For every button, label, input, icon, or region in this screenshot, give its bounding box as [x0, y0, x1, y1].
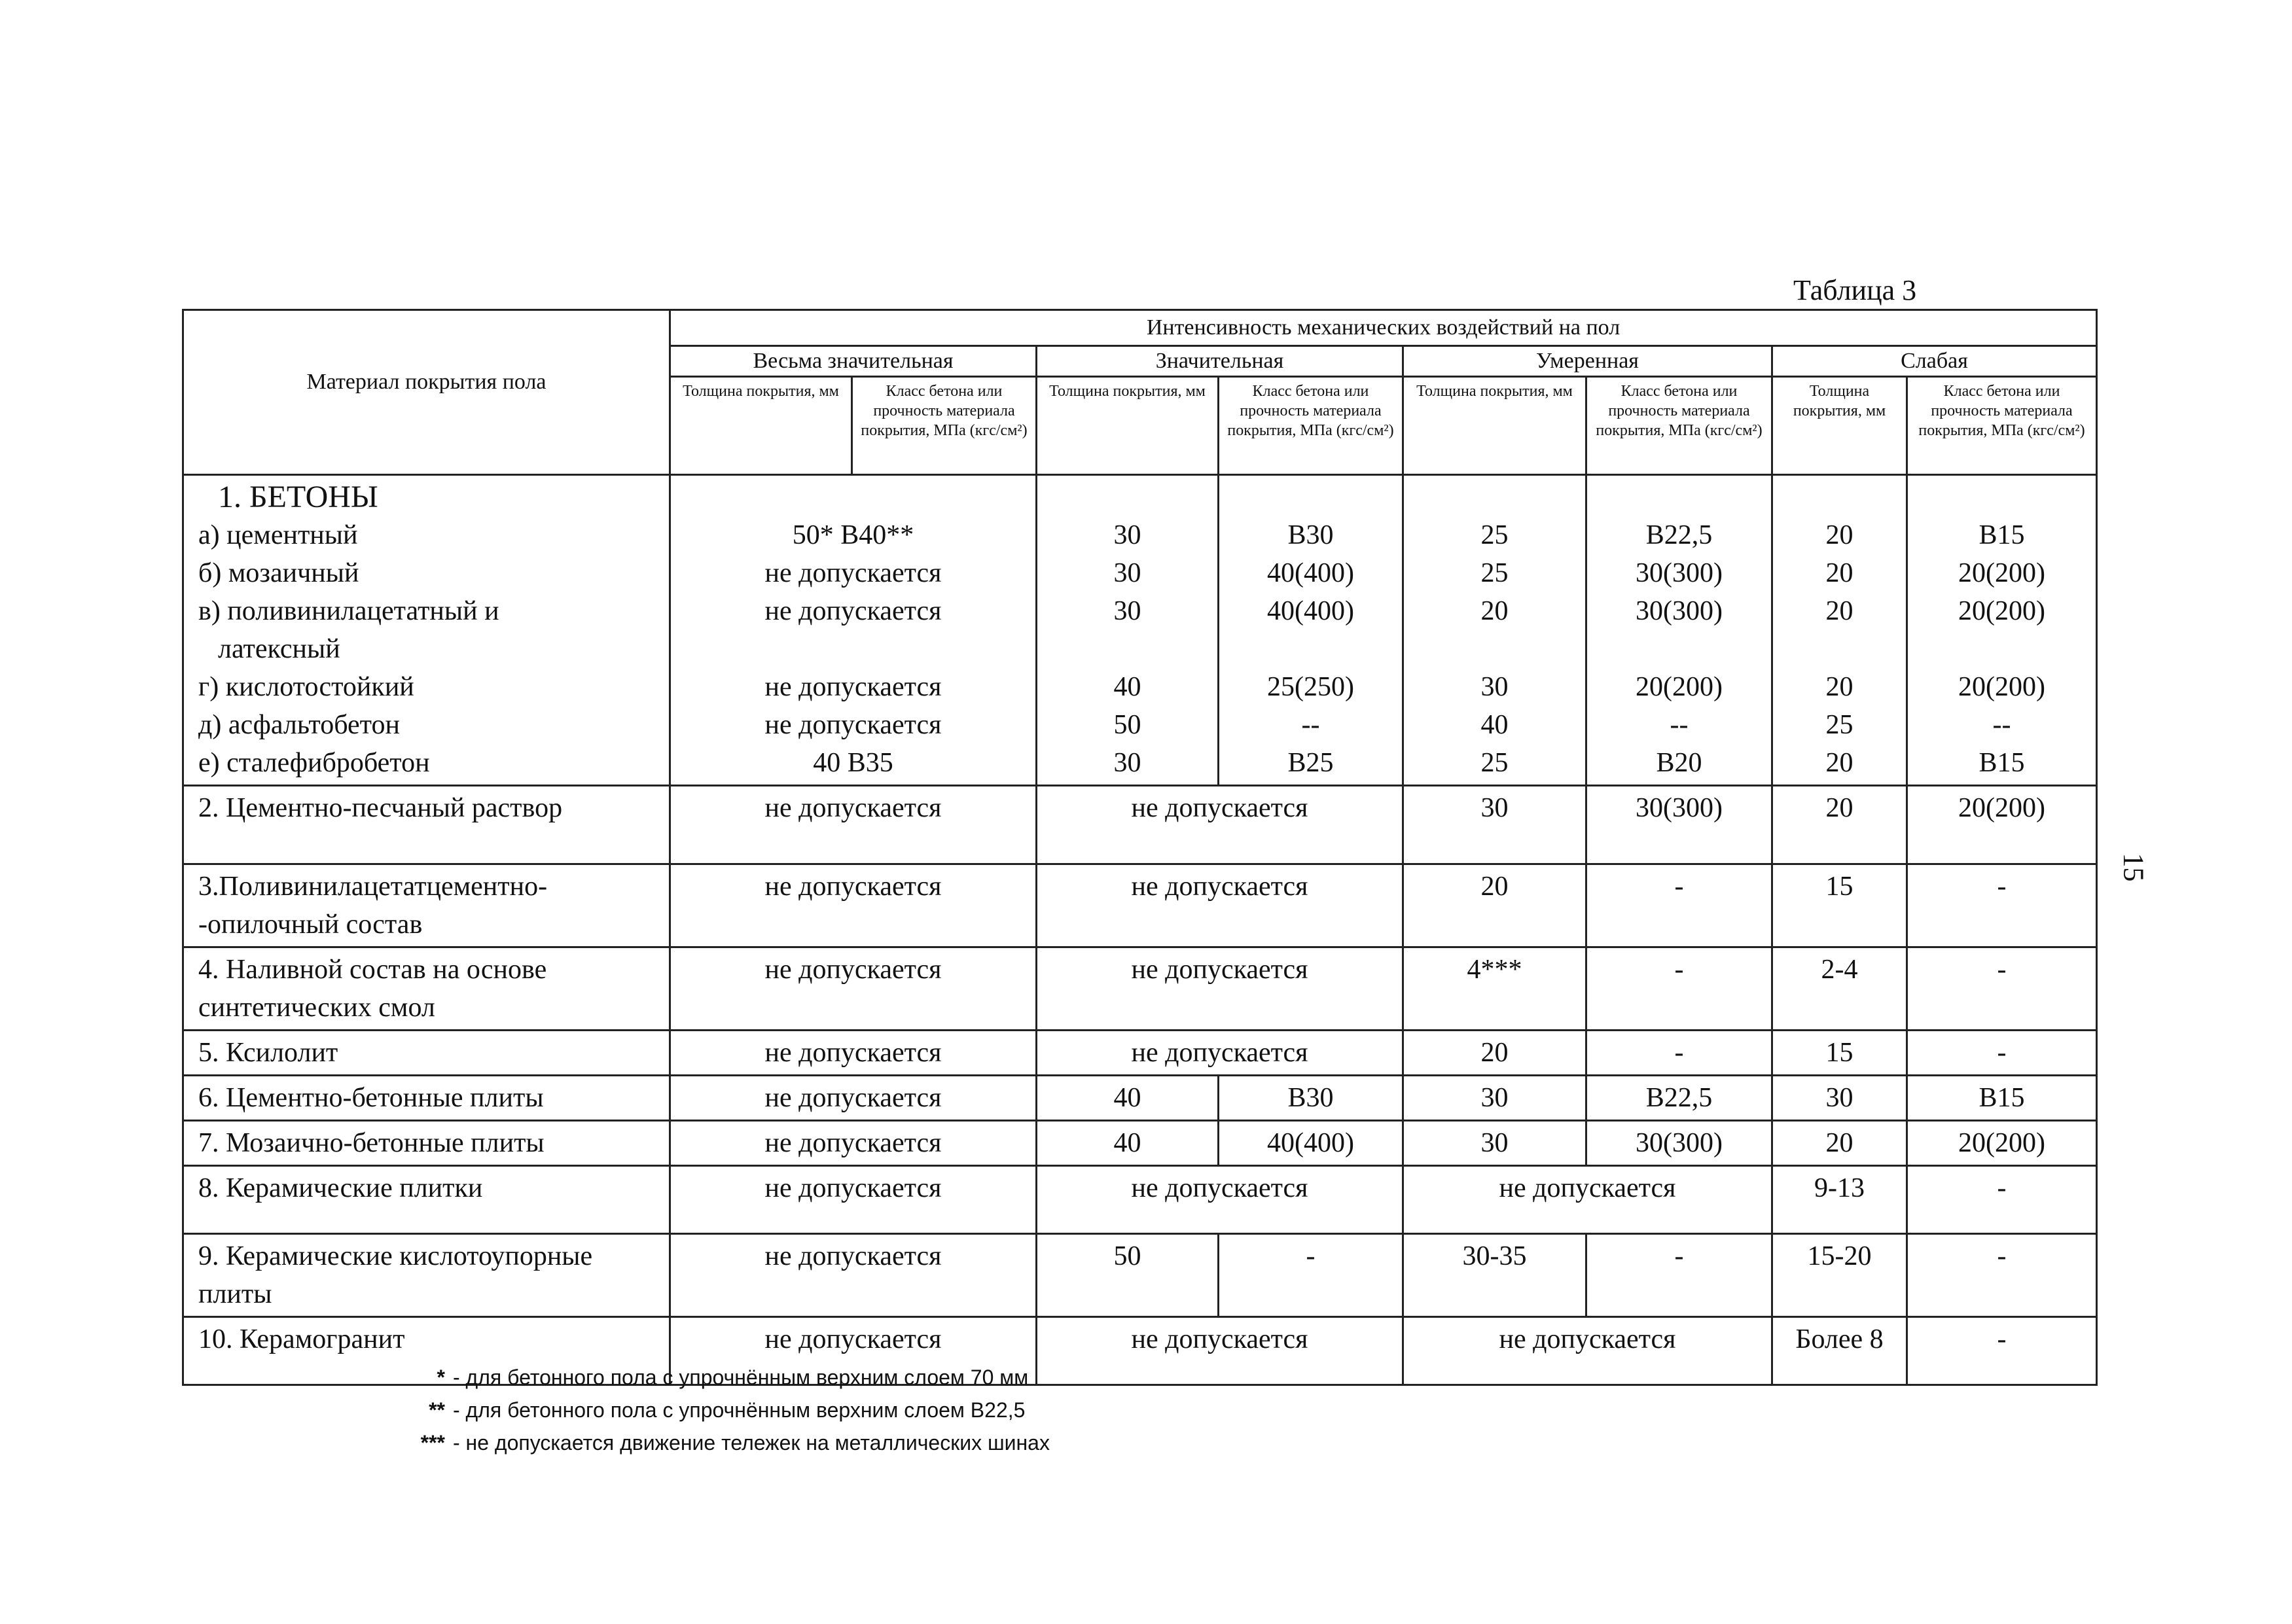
cell-thickness	[1037, 475, 1219, 786]
list-item: е) сталефибробетон	[198, 748, 430, 778]
value: не допускается	[764, 710, 942, 740]
value: 20	[1403, 1031, 1586, 1076]
table-row	[183, 1166, 2097, 1234]
value: В30	[1287, 520, 1334, 550]
value: В30	[1219, 1076, 1403, 1121]
value: не допускается	[1037, 947, 1403, 1031]
cell-strength	[1586, 475, 1772, 786]
footnote-text: - для бетонного пола с упрочнённым верхним слоем 70 мм	[453, 1366, 1029, 1389]
value: не допускается	[670, 1166, 1037, 1234]
footnote	[393, 1426, 1050, 1459]
value: 30	[1772, 1076, 1907, 1121]
value: 2-4	[1772, 947, 1907, 1031]
list-item: д) асфальтобетон	[198, 710, 400, 740]
header-thickness: Толщина покрытия, мм	[1403, 377, 1586, 475]
value: 20	[1825, 596, 1853, 626]
value: не допускается	[1037, 786, 1403, 864]
value: В15	[1979, 748, 2025, 778]
value: --	[1992, 710, 2011, 740]
value	[1782, 630, 1897, 668]
footnote-mark: ***	[420, 1431, 445, 1455]
value: -	[1907, 1234, 2097, 1317]
material-cell: 4. Наливной состав на основе синтетических смол	[183, 947, 670, 1031]
header-strength: Класс бетона или прочность материала покрытия, МПа (кгс/см²)	[1586, 377, 1772, 475]
value: 15	[1772, 1031, 1907, 1076]
value: 30	[1113, 520, 1141, 550]
list-item: г) кислотостойкий	[198, 672, 414, 702]
value: 20	[1772, 786, 1907, 864]
value: не допускается	[1037, 1031, 1403, 1076]
value: 40	[1037, 1121, 1219, 1166]
value: 30	[1113, 558, 1141, 588]
page-number: 15	[2117, 853, 2150, 882]
material-cell: 6. Цементно-бетонные плиты	[183, 1076, 670, 1121]
value: -	[1586, 1031, 1772, 1076]
value: 30	[1113, 748, 1141, 778]
footnote	[393, 1394, 1050, 1426]
value: 40(400)	[1219, 1121, 1403, 1166]
header-intensity: Интенсивность механических воздействий на пол	[670, 310, 2097, 346]
value: 40	[1113, 672, 1141, 702]
cell-strength	[1907, 475, 2097, 786]
value: -	[1586, 947, 1772, 1031]
table-row	[183, 1076, 2097, 1121]
value: 20	[1825, 672, 1853, 702]
value	[680, 630, 1026, 668]
table-row	[183, 1234, 2097, 1317]
value: -	[1907, 864, 2097, 947]
value: 50* В40**	[792, 520, 914, 550]
material-cell: 2. Цементно-песчаный раствор	[183, 786, 670, 864]
value: В20	[1656, 748, 1702, 778]
value: --	[1301, 710, 1320, 740]
value: --	[1670, 710, 1689, 740]
value: не допускается	[670, 786, 1037, 864]
value: не допускается	[670, 947, 1037, 1031]
value: 20	[1825, 520, 1853, 550]
table-row	[183, 947, 2097, 1031]
value: не допускается	[1037, 864, 1403, 947]
value: -	[1907, 1031, 2097, 1076]
material-cell: 7. Мозаично-бетонные плиты	[183, 1121, 670, 1166]
value: 30	[1403, 786, 1586, 864]
value: не допускается	[670, 1234, 1037, 1317]
header-level-4: Слабая	[1772, 346, 2097, 377]
list-item: а) цементный	[198, 520, 358, 550]
value: Более 8	[1772, 1317, 1907, 1385]
value: 25	[1480, 520, 1509, 550]
value: 30	[1403, 1121, 1586, 1166]
value: не допускается	[1037, 1317, 1403, 1385]
footnote-mark: **	[429, 1398, 445, 1422]
value: не допускается	[670, 1317, 1037, 1385]
list-item: б) мозаичный	[198, 558, 359, 588]
value: 30-35	[1403, 1234, 1586, 1317]
value: 20(200)	[1636, 672, 1723, 702]
cell-thickness	[1772, 475, 1907, 786]
value: не допускается	[670, 1031, 1037, 1076]
material-cell	[183, 475, 670, 786]
value: не допускается	[1403, 1166, 1772, 1234]
value	[1228, 630, 1393, 668]
value: 25	[1480, 558, 1509, 588]
table-row	[183, 1121, 2097, 1166]
header-strength: Класс бетона или прочность материала покрытия, МПа (кгс/см²)	[852, 377, 1037, 475]
group-title: 1. БЕТОНЫ	[218, 480, 378, 514]
header-strength: Класс бетона или прочность материала покрытия, МПа (кгс/см²)	[1907, 377, 2097, 475]
value: 40(400)	[1267, 558, 1354, 588]
value: 50	[1037, 1234, 1219, 1317]
value: не допускается	[764, 558, 942, 588]
value: 30(300)	[1636, 596, 1723, 626]
header-strength: Класс бетона или прочность материала покрытия, МПа (кгс/см²)	[1219, 377, 1403, 475]
footnote-text: - для бетонного пола с упрочнённым верхним слоем В22,5	[453, 1398, 1026, 1422]
value: 20	[1480, 596, 1509, 626]
value: В22,5	[1645, 520, 1713, 550]
value: не допускается	[764, 672, 942, 702]
value: 30	[1113, 596, 1141, 626]
value: -	[1586, 864, 1772, 947]
table-row	[183, 1031, 2097, 1076]
header-level-3: Умеренная	[1403, 346, 1772, 377]
value: 40(400)	[1267, 596, 1354, 626]
value: В22,5	[1586, 1076, 1772, 1121]
footnotes	[393, 1361, 1050, 1459]
list-item: в) поливинилацетатный и	[198, 596, 499, 626]
value: не допускается	[670, 1076, 1037, 1121]
material-cell: 8. Керамические плитки	[183, 1166, 670, 1234]
value: -	[1219, 1234, 1403, 1317]
value: 50	[1113, 710, 1141, 740]
table-caption: Таблица 3	[1793, 274, 1917, 306]
header-material: Материал покрытия пола	[183, 310, 670, 475]
value: 20(200)	[1958, 596, 2045, 626]
value: 20(200)	[1958, 558, 2045, 588]
material-cell: 9. Керамические кислотоупорные плиты	[183, 1234, 670, 1317]
value: 25(250)	[1267, 672, 1354, 702]
value	[1413, 630, 1576, 668]
material-cell: 5. Ксилолит	[183, 1031, 670, 1076]
material-cell: 3.Поливинилацетатцементно- -опилочный состав	[183, 864, 670, 947]
header-thickness: Толщина покрытия, мм	[1772, 377, 1907, 475]
value: 30(300)	[1636, 558, 1723, 588]
value: 20(200)	[1958, 672, 2045, 702]
value: не допускается	[670, 1121, 1037, 1166]
header-row-1	[183, 310, 2097, 346]
value: 20(200)	[1907, 1121, 2097, 1166]
value: В15	[1907, 1076, 2097, 1121]
list-item: латексный	[218, 634, 340, 664]
value: 30	[1403, 1076, 1586, 1121]
value: 25	[1480, 748, 1509, 778]
value: 40 В35	[813, 748, 893, 778]
value: -	[1907, 1166, 2097, 1234]
footnote	[393, 1361, 1050, 1394]
value: 9-13	[1772, 1166, 1907, 1234]
value: не допускается	[670, 864, 1037, 947]
value: -	[1907, 1317, 2097, 1385]
value: не допускается	[764, 596, 942, 626]
table-row-concretes	[183, 475, 2097, 786]
header-thickness: Толщина покрытия, мм	[670, 377, 852, 475]
value: 40	[1037, 1076, 1219, 1121]
cell-very-significant	[670, 475, 1037, 786]
value: 40	[1480, 710, 1509, 740]
value: 25	[1825, 710, 1853, 740]
value: 20	[1403, 864, 1586, 947]
footnote-mark: *	[437, 1366, 445, 1389]
value: В15	[1979, 520, 2025, 550]
table-row	[183, 786, 2097, 864]
value: не допускается	[1403, 1317, 1772, 1385]
value	[1917, 630, 2086, 668]
value: 15-20	[1772, 1234, 1907, 1317]
cell-thickness	[1403, 475, 1586, 786]
value: 30(300)	[1586, 1121, 1772, 1166]
header-thickness: Толщина покрытия, мм	[1037, 377, 1219, 475]
table-row	[183, 864, 2097, 947]
header-level-1: Весьма значительная	[670, 346, 1037, 377]
material-cell: 10. Керамогранит	[183, 1317, 670, 1385]
value: 15	[1772, 864, 1907, 947]
value: 30(300)	[1586, 786, 1772, 864]
value: -	[1586, 1234, 1772, 1317]
value: В25	[1287, 748, 1334, 778]
value: 4***	[1403, 947, 1586, 1031]
requirements-table	[182, 309, 2098, 1386]
value: 30	[1480, 672, 1509, 702]
value: не допускается	[1037, 1166, 1403, 1234]
value	[1596, 630, 1762, 668]
header-level-2: Значительная	[1037, 346, 1403, 377]
value: 20(200)	[1907, 786, 2097, 864]
value: -	[1907, 947, 2097, 1031]
value: 20	[1772, 1121, 1907, 1166]
cell-strength	[1219, 475, 1403, 786]
value: 20	[1825, 558, 1853, 588]
value: 20	[1825, 748, 1853, 778]
footnote-text: - не допускается движение тележек на металлических шинах	[453, 1431, 1050, 1455]
value	[1047, 630, 1208, 668]
